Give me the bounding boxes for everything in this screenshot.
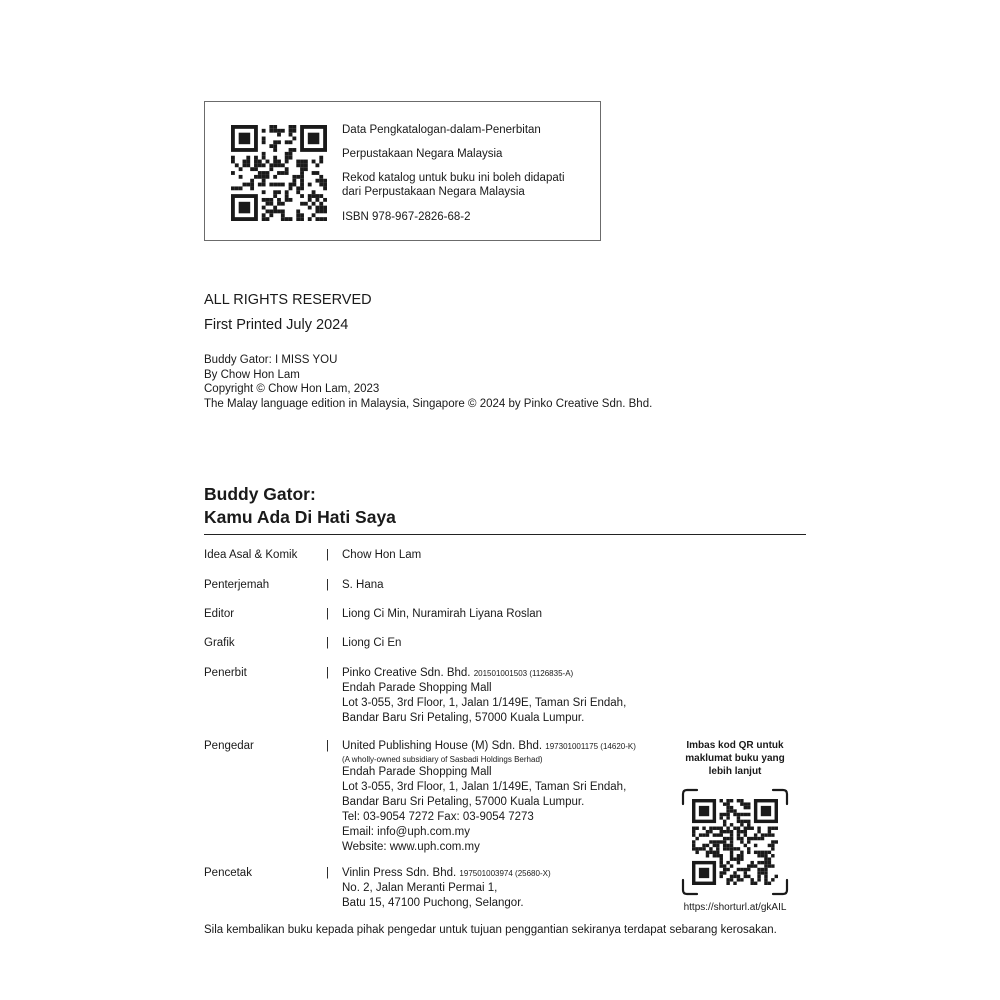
original-title: Buddy Gator: I MISS YOU — [204, 354, 338, 366]
credit-separator: | — [326, 867, 329, 879]
distributor-email: Email: info@uph.com.my — [342, 826, 470, 838]
publisher-reg: 201501001503 (1126835-A) — [473, 669, 574, 678]
credit-separator: | — [326, 740, 329, 752]
credit-value — [342, 866, 551, 911]
book-info-qr-code-icon[interactable] — [681, 788, 789, 896]
credit-value: Liong Ci Min, Nuramirah Liyana Roslan — [342, 608, 543, 620]
printer-name: Vinlin Press Sdn. Bhd. — [342, 867, 457, 879]
distributor-subsidiary: (A wholly-owned subsidiary of Sasbadi Holdings Berhad) — [342, 755, 543, 764]
credit-label: Grafik — [204, 637, 235, 649]
cip-record-line1: Rekod katalog untuk buku ini boleh didapati — [342, 172, 565, 184]
publisher-address-line: Lot 3-055, 3rd Floor, 1, Jalan 1/149E, Taman Sri Endah, — [342, 697, 627, 709]
credit-label: Editor — [204, 608, 235, 620]
printer-reg: 197501003974 (25680-X) — [459, 869, 551, 878]
publisher-address-line: Bandar Baru Sri Petaling, 57000 Kuala Lumpur. — [342, 712, 585, 724]
distributor-website: Website: www.uph.com.my — [342, 841, 480, 853]
credit-value — [342, 739, 636, 855]
cip-box — [204, 101, 601, 241]
credit-separator: | — [326, 549, 329, 561]
copyright-line: Copyright © Chow Hon Lam, 2023 — [204, 383, 380, 395]
book-title-line2: Kamu Ada Di Hati Saya — [204, 507, 396, 527]
distributor-reg: 197301001175 (14620-K) — [545, 742, 636, 751]
return-note: Sila kembalikan buku kepada pihak pengedar untuk tujuan penggantian sekiranya terdapat sebarang kerosakan. — [204, 924, 777, 936]
qr-caption-line: lebih lanjut — [708, 766, 762, 777]
distributor-address-line: Lot 3-055, 3rd Floor, 1, Jalan 1/149E, Taman Sri Endah, — [342, 781, 627, 793]
credit-label: Idea Asal & Komik — [204, 549, 298, 561]
cip-title: Data Pengkatalogan-dalam-Penerbitan — [342, 124, 541, 136]
printer-address-line: Batu 15, 47100 Puchong, Selangor. — [342, 897, 524, 909]
original-author: By Chow Hon Lam — [204, 369, 300, 381]
edition-line: The Malay language edition in Malaysia, Singapore © 2024 by Pinko Creative Sdn. Bhd. — [204, 398, 653, 410]
book-title-line1: Buddy Gator: — [204, 484, 316, 504]
credit-separator: | — [326, 667, 329, 679]
distributor-address-line: Endah Parade Shopping Mall — [342, 766, 492, 778]
cip-isbn: ISBN 978-967-2826-68-2 — [342, 211, 471, 223]
title-divider — [204, 534, 806, 535]
credit-separator: | — [326, 608, 329, 620]
credit-label: Pencetak — [204, 867, 252, 879]
publisher-address-line: Endah Parade Shopping Mall — [342, 682, 492, 694]
printer-address-line: No. 2, Jalan Meranti Permai 1, — [342, 882, 498, 894]
distributor-address-line: Bandar Baru Sri Petaling, 57000 Kuala Lumpur. — [342, 796, 585, 808]
publisher-name: Pinko Creative Sdn. Bhd. — [342, 667, 471, 679]
credit-value: Liong Ci En — [342, 637, 402, 649]
credit-value: Chow Hon Lam — [342, 549, 422, 561]
qr-caption — [668, 739, 802, 778]
qr-caption-line: Imbas kod QR untuk — [686, 740, 784, 751]
credit-value — [342, 666, 626, 726]
cip-record-line2: dari Perpustakaan Negara Malaysia — [342, 186, 525, 198]
cip-library: Perpustakaan Negara Malaysia — [342, 148, 503, 160]
first-printed: First Printed July 2024 — [204, 317, 349, 333]
credit-label: Pengedar — [204, 740, 254, 752]
credit-label: Penerbit — [204, 667, 247, 679]
credit-separator: | — [326, 579, 329, 591]
distributor-name: United Publishing House (M) Sdn. Bhd. — [342, 740, 543, 752]
cip-qr-code-icon — [231, 125, 327, 221]
rights-reserved: ALL RIGHTS RESERVED — [204, 292, 372, 308]
qr-caption-line: maklumat buku yang — [685, 753, 785, 764]
distributor-tel: Tel: 03-9054 7272 Fax: 03-9054 7273 — [342, 811, 534, 823]
qr-url: https://shorturl.at/gkAIL — [683, 902, 787, 913]
credit-value: S. Hana — [342, 579, 384, 591]
credit-separator: | — [326, 637, 329, 649]
credit-label: Penterjemah — [204, 579, 270, 591]
